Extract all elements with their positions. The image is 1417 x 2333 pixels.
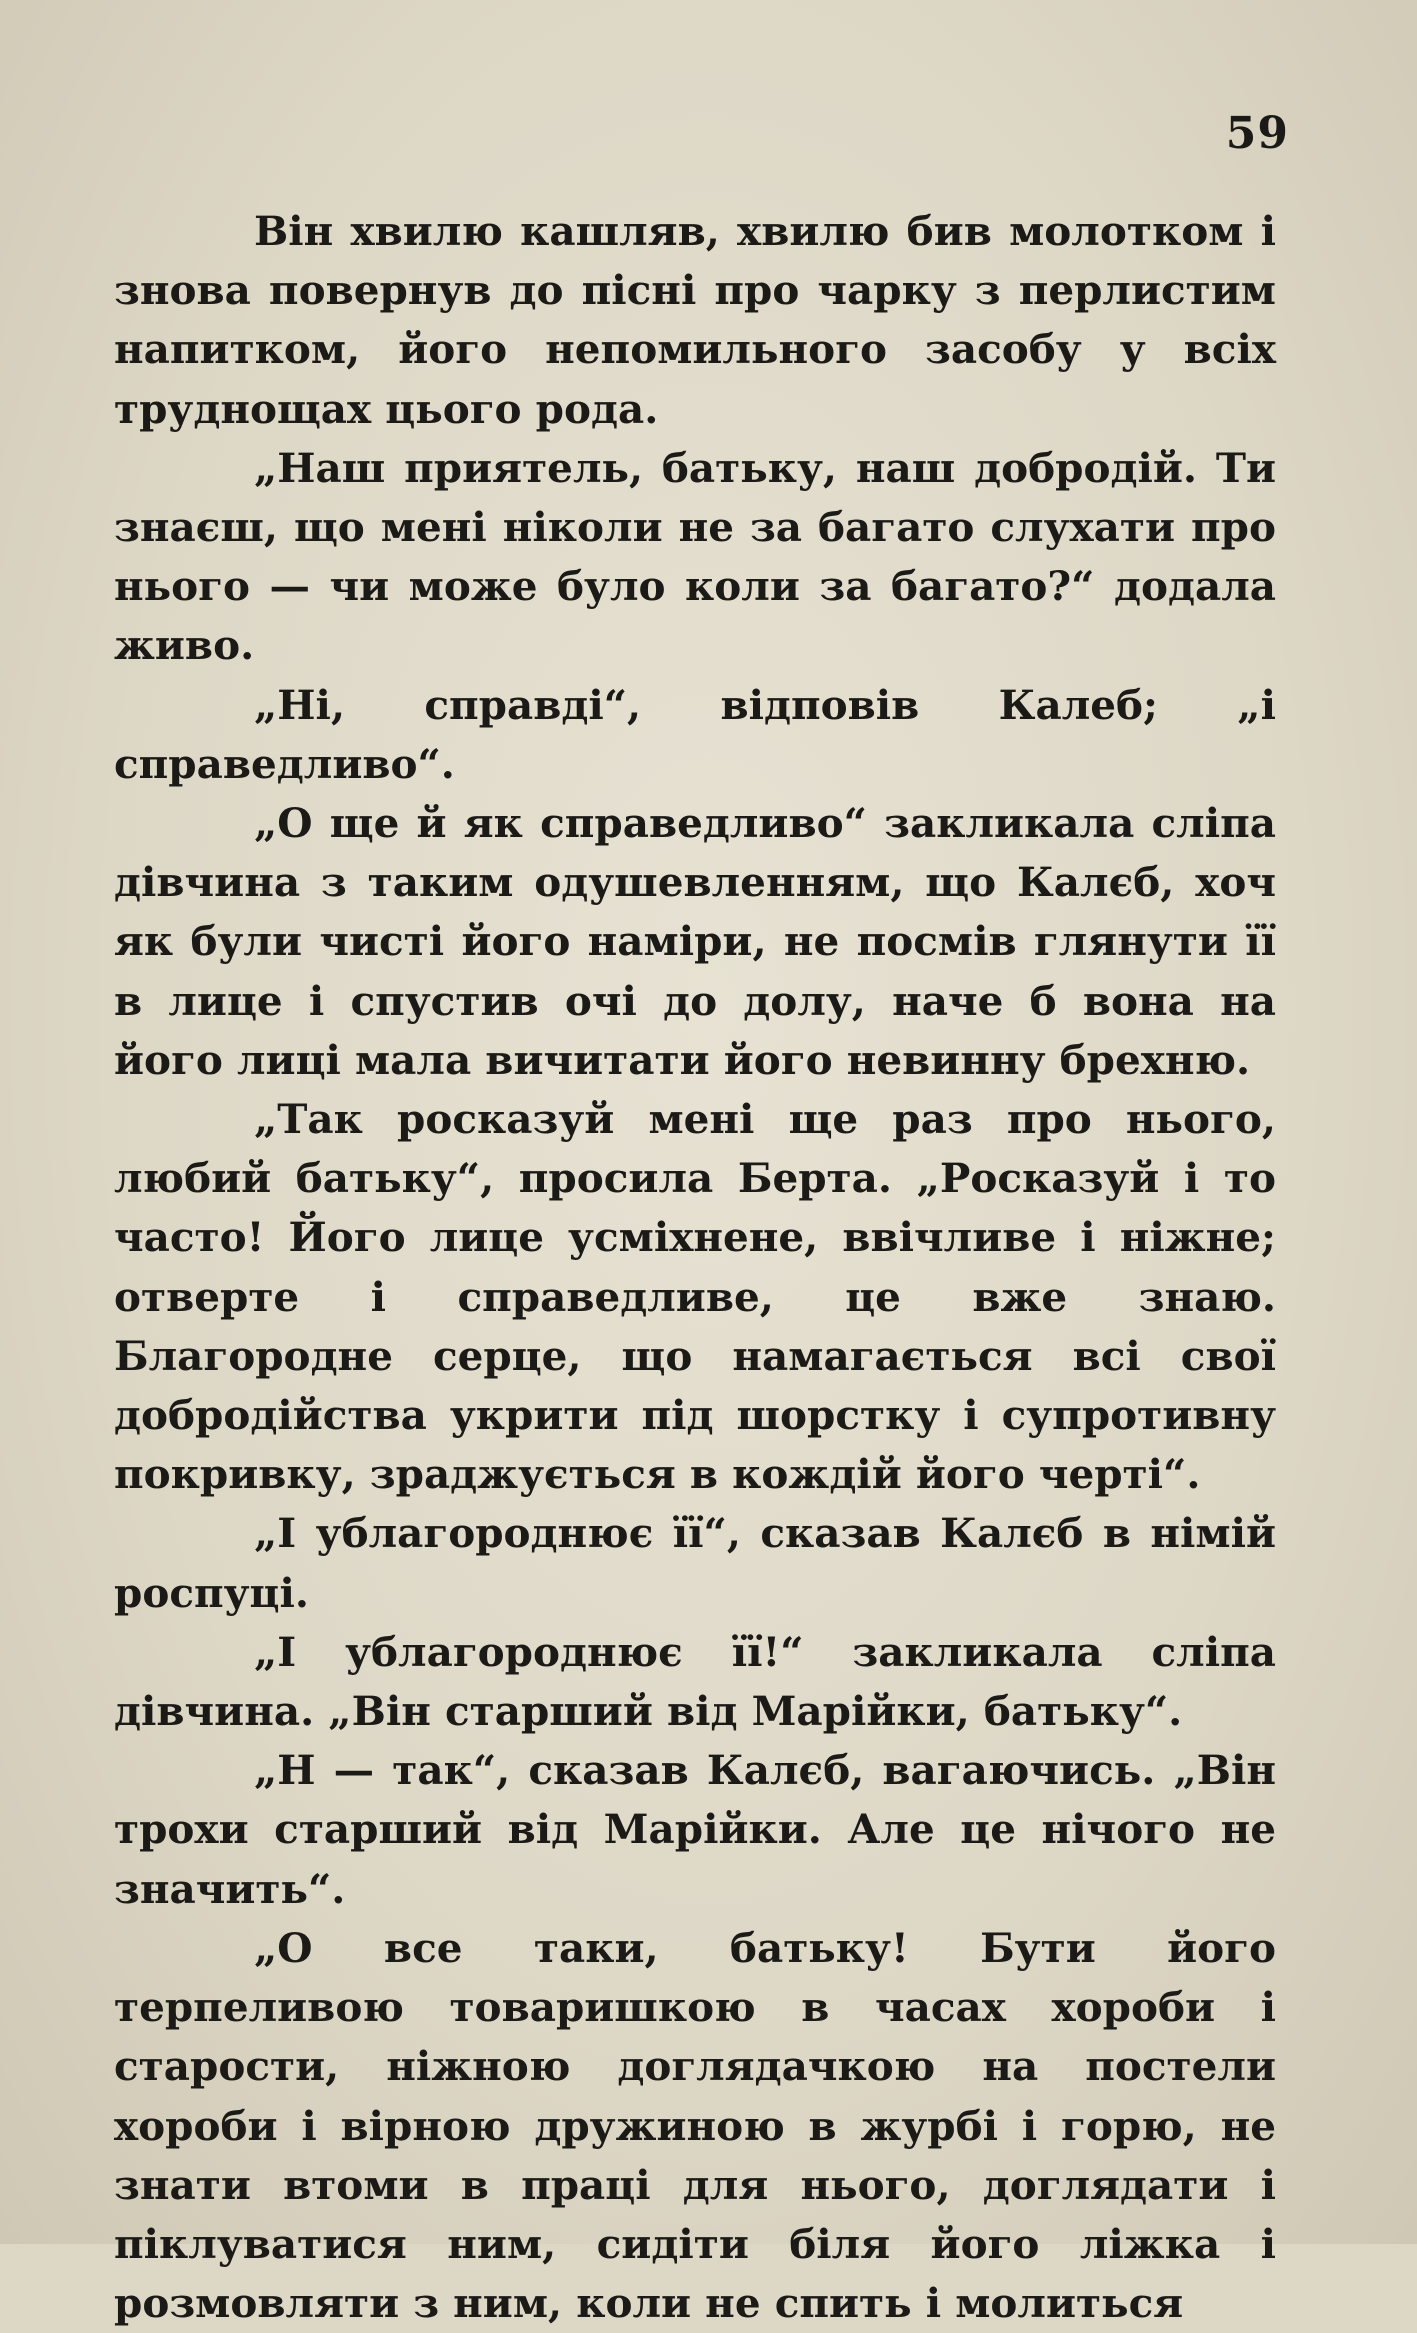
paragraph-5: „Так росказуй мені ще раз про нього, любий батьку“, просила Берта. „Росказуй і то часто! Його лице усміхнене, ввічливе і ніжне; отверте і справедливе, це вже знаю. Благородне серце, що намагається всі свої добродійства укрити під шорстку і супротивну покривку, зраджується в кождій його черті“. <box>114 1095 1276 1499</box>
paragraph-4: „О ще й як справедливо“ закликала сліпа дівчина з таким одушевленням, що Калєб, хоч як були чисті його наміри, не посмів глянути її в лице і спустив очі до долу, наче б вона на його лиці мала вичитати його невинну брехню. <box>114 799 1276 1084</box>
paragraph-8: „Н — так“, сказав Калєб, вагаючись. „Він трохи старший від Марійки. Але це нічого не значить“. <box>114 1746 1276 1913</box>
paragraph-6: „І ублагороднює її“, сказав Калєб в німій роспуці. <box>114 1509 1276 1617</box>
paragraph-9: „О все таки, батьку! Бути його терпеливою товаришкою в часах хороби і старости, ніжною доглядачкою на постели хороби і вірною дружиною в журбі і горю, не знати втоми в праці для нього, доглядати і піклуватися ним, сидіти біля його ліжка і розмовляти з ним, коли не спить і молиться <box>114 1923 1276 2328</box>
body-text <box>114 202 1276 2333</box>
page-number: 59 <box>1225 108 1289 159</box>
paragraph-1: Він хвилю кашляв, хвилю бив молотком і знова повернув до пісні про чарку з перлистим напитком, його непомильного засобу у всіх труднощах цього рода. <box>114 207 1276 433</box>
paragraph-7: „І ублагороднює її!“ закликала сліпа дівчина. „Він старший від Марійки, батьку“. <box>114 1627 1276 1736</box>
paragraph-3: „Ні, справді“, відповів Калеб; „і справедливо“. <box>114 680 1276 788</box>
paragraph-2: „Наш приятель, батьку, наш добродій. Ти знаєш, що мені ніколи не за багато слухати про нього — чи може було коли за багато?“ додала живо. <box>114 443 1276 670</box>
